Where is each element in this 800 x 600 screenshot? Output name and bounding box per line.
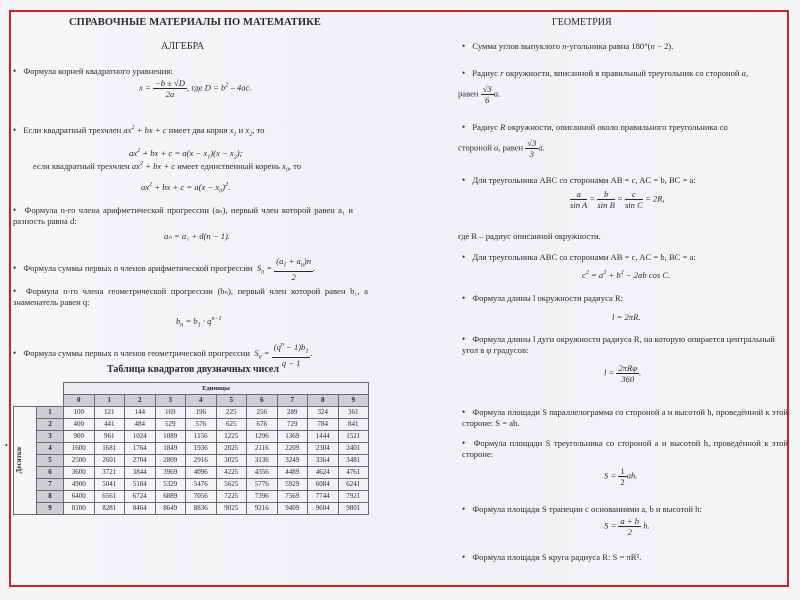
table-cell: 3025 [216, 455, 247, 467]
tens-row-header: 1 [37, 407, 64, 419]
table-cell: 576 [186, 419, 217, 431]
table-cell: 3249 [277, 455, 308, 467]
table-cell: 3721 [94, 467, 125, 479]
formula-factorization-two-roots: $ax^2$ + bx + $c = a(x - x_1)(x - x_2)$; [129, 147, 243, 161]
formula-arithmetic-nth: aₙ = a₁ + d(n − 1). [164, 231, 231, 241]
table-cell: 6400 [64, 491, 95, 503]
table-cell: 2809 [155, 455, 186, 467]
table-cell: 4356 [247, 467, 278, 479]
geometry-item-circumscribed-radius: • Радиус R окружности, описанной около правильного треугольника со [462, 122, 788, 133]
item-text: Формула длины l дуги окружности радиуса R, на которую опирается центральный угол в φ градусов: [462, 334, 775, 355]
table-cell: 5776 [247, 479, 278, 491]
table-cell: 2304 [308, 443, 339, 455]
algebra-item-geometric-nth [13, 286, 368, 308]
table-cell: 3600 [64, 467, 95, 479]
geometry-item-circumference [462, 293, 623, 304]
table-cell: 784 [308, 419, 339, 431]
table-cell: 3136 [247, 455, 278, 467]
table-cell: 4761 [338, 467, 369, 479]
algebra-item-geometric-sum: • Формула суммы первых n членов геометрической прогрессии $S_n$ = $\frac{(q^n - 1)b_1}{q - 1}$ . [13, 340, 313, 368]
table-cell: 169 [155, 407, 186, 419]
algebra-item-quadratic-roots [13, 66, 173, 77]
table-cell: 324 [308, 407, 339, 419]
table-cell: 256 [247, 407, 278, 419]
table-cell: 3969 [155, 467, 186, 479]
table-cell: 3481 [338, 455, 369, 467]
table-cell: 8464 [125, 503, 156, 515]
table-corner [14, 383, 64, 407]
algebra-heading: АЛГЕБРА [161, 41, 205, 52]
table-cell: 1296 [247, 431, 278, 443]
table-cell: 4225 [216, 467, 247, 479]
formula-quadratic-roots: x = $\frac{-b \pm √D}{2a}$ , где $D = b^2 - 4ac$. [139, 78, 252, 99]
table-cell: 5329 [155, 479, 186, 491]
table-row [14, 419, 369, 431]
units-col-header: 9 [338, 395, 369, 407]
tens-row-header: 5 [37, 455, 64, 467]
table-cell: 7569 [277, 491, 308, 503]
formula-arc-length: l = 2πRφ 360 . [604, 363, 642, 384]
table-cell: 6724 [125, 491, 156, 503]
algebra-item-single-root: если квадратный трехчлен $ax^2$ + bx + c имеет единственный корень $x_0$, то [33, 160, 302, 174]
squares-table-title: Таблица квадратов двузначных чисел [107, 364, 279, 375]
units-row [14, 395, 369, 407]
table-cell: 484 [125, 419, 156, 431]
table-cell: 1369 [277, 431, 308, 443]
geometry-item-law-of-cosines [462, 252, 696, 263]
table-cell: 6889 [155, 491, 186, 503]
table-cell: 6561 [94, 491, 125, 503]
table-cell: 1521 [338, 431, 369, 443]
table-row [14, 455, 369, 467]
table-cell: 2916 [186, 455, 217, 467]
units-col-header: 1 [94, 395, 125, 407]
table-row [14, 479, 369, 491]
table-cell: 1600 [64, 443, 95, 455]
table-cell: 5625 [216, 479, 247, 491]
table-cell: 9216 [247, 503, 278, 515]
item-text: Формула длины l окружности радиуса R: [472, 293, 624, 303]
table-row [14, 407, 369, 419]
table-cell: 8281 [94, 503, 125, 515]
table-cell: 7225 [216, 491, 247, 503]
table-cell: 1444 [308, 431, 339, 443]
table-cell: 625 [216, 419, 247, 431]
table-cell: 144 [125, 407, 156, 419]
table-cell: 4096 [186, 467, 217, 479]
tens-label: Десятки [15, 447, 23, 474]
geometry-item-triangle-area [462, 438, 788, 460]
table-cell: 1024 [125, 431, 156, 443]
formula-factorization-single-root: $ax^2$ + bx + $c = a(x - x_0)^2$. [141, 181, 231, 195]
table-cell: 361 [338, 407, 369, 419]
item-text: Формула площади S треугольника со стороной a и высотой h, проведённой к этой стороне: [462, 438, 788, 459]
algebra-item-arithmetic-sum: • Формула суммы первых n членов арифметической прогрессии $S_n$ = $\frac{(a_1 + a_n)n}{2}$ . [13, 256, 315, 282]
geometry-item-circle-area [462, 552, 641, 563]
table-cell: 4489 [277, 467, 308, 479]
table-row [14, 431, 369, 443]
units-col-header: 5 [216, 395, 247, 407]
item-text: Формула n-го члена геометрической прогрессии (bₙ), первый член которой равен b₁, а знаменатель равен q: [13, 286, 368, 307]
units-col-header: 7 [277, 395, 308, 407]
reference-sheet [5, 10, 789, 587]
geometry-circumscribed-radius-value: стороной a, равен $\frac{√3}{3}$ a. [458, 138, 545, 159]
table-cell: 5929 [277, 479, 308, 491]
tens-row-header: 7 [37, 479, 64, 491]
table-cell: 1225 [216, 431, 247, 443]
table-cell: 9409 [277, 503, 308, 515]
table-cell: 961 [94, 431, 125, 443]
units-col-header: 0 [64, 395, 95, 407]
tens-row-header: 6 [37, 467, 64, 479]
table-cell: 2704 [125, 455, 156, 467]
document-title: СПРАВОЧНЫЕ МАТЕРИАЛЫ ПО МАТЕМАТИКЕ [69, 17, 321, 28]
table-cell: 5041 [94, 479, 125, 491]
geometry-item-polygon-angles: • Сумма углов выпуклого n-угольника равна 180°(n − 2). [462, 41, 673, 52]
table-cell: 9801 [338, 503, 369, 515]
geometry-law-of-sines-note: где R – радиус описанной окружности. [458, 231, 601, 241]
table-cell: 2025 [216, 443, 247, 455]
table-cell: 1849 [155, 443, 186, 455]
table-cell: 196 [186, 407, 217, 419]
table-cell: 3364 [308, 455, 339, 467]
geometry-item-parallelogram-area [462, 407, 788, 429]
table-cell: 441 [94, 419, 125, 431]
geometry-item-inscribed-radius: • Радиус r окружности, вписанной в правильный треугольник со стороной a, [462, 68, 788, 79]
table-row [14, 443, 369, 455]
table-cell: 2401 [338, 443, 369, 455]
table-cell: 5184 [125, 479, 156, 491]
table-cell: 7744 [308, 491, 339, 503]
item-text: Формула n-го члена арифметической прогрессии (aₙ), первый член которой равен a₁ и разность равна d: [13, 205, 353, 226]
tens-row-header: 4 [37, 443, 64, 455]
formula-law-of-sines: $\frac{a}{\text{sin A}}$ = $\frac{b}{\text{sin B}}$ = $\frac{c}{\text{sin C}}$ = 2R, [570, 189, 665, 210]
tens-side-label [14, 407, 37, 515]
table-cell: 7921 [338, 491, 369, 503]
table-cell: 1089 [155, 431, 186, 443]
table-cell: 900 [64, 431, 95, 443]
table-cell: 9604 [308, 503, 339, 515]
algebra-item-factorization: • Если квадратный трехчлен $ax^2$ + bx + c имеет два корня $x_1$ и $x_2$, то [13, 123, 393, 141]
geometry-heading: ГЕОМЕТРИЯ [552, 17, 612, 28]
table-cell: 2116 [247, 443, 278, 455]
table-cell: 1681 [94, 443, 125, 455]
item-text: Формула площади S параллелограмма со стороной a и высотой h, проведённой к этой стороне: S = ah. [462, 407, 788, 428]
table-cell: 400 [64, 419, 95, 431]
item-text: Формула площади S трапеции с основаниями a, b и высотой h: [472, 504, 702, 514]
table-row [14, 503, 369, 515]
table-cell: 2209 [277, 443, 308, 455]
squares-body [14, 407, 369, 515]
table-cell: 4900 [64, 479, 95, 491]
table-cell: 529 [155, 419, 186, 431]
squares-table [13, 382, 369, 515]
table-cell: 2601 [94, 455, 125, 467]
table-cell: 8649 [155, 503, 186, 515]
item-text: Формула суммы первых n членов геометрической прогрессии [23, 347, 251, 358]
table-cell: 676 [247, 419, 278, 431]
units-col-header: 4 [186, 395, 217, 407]
units-col-header: 6 [247, 395, 278, 407]
table-cell: 1156 [186, 431, 217, 443]
item-text: Формула площади S круга радиуса R: S = πR². [472, 552, 642, 562]
item-text: Формула корней квадратного уравнения: [23, 66, 173, 76]
geometry-item-law-of-sines [462, 175, 696, 186]
table-cell: 841 [338, 419, 369, 431]
units-header: Единицы [64, 383, 369, 395]
table-cell: 2500 [64, 455, 95, 467]
table-cell: 7396 [247, 491, 278, 503]
table-cell: 729 [277, 419, 308, 431]
table-cell: 1764 [125, 443, 156, 455]
formula-trapezoid-area: S = $\frac{a + b}{2}$ h. [604, 516, 650, 537]
table-row [14, 467, 369, 479]
table-cell: 4624 [308, 467, 339, 479]
geometry-inscribed-radius-value: равен $\frac{√3}{6}$ a. [458, 84, 501, 105]
formula-circumference: l = 2πR. [612, 312, 641, 322]
item-text: Формула суммы первых n членов арифметической прогрессии [23, 262, 253, 273]
geometry-item-arc-length [462, 334, 788, 356]
table-cell: 5476 [186, 479, 217, 491]
item-text: Для треугольника ABC со сторонами AB = c, AC = b, BC = a: [472, 252, 696, 262]
stray-bullet: • [5, 441, 8, 450]
table-cell: 3844 [125, 467, 156, 479]
units-col-header: 8 [308, 395, 339, 407]
tens-row-header: 3 [37, 431, 64, 443]
table-cell: 7056 [186, 491, 217, 503]
table-cell: 8836 [186, 503, 217, 515]
table-cell: 8100 [64, 503, 95, 515]
table-row [14, 491, 369, 503]
table-cell: 121 [94, 407, 125, 419]
formula-geometric-nth: $b_n = b_1 \cdot q^{n-1}$ [176, 315, 222, 329]
formula-triangle-area: S = $\frac{1}{2}$ ah. [604, 466, 638, 487]
algebra-item-arithmetic-nth [13, 205, 353, 227]
table-cell: 225 [216, 407, 247, 419]
table-cell: 289 [277, 407, 308, 419]
units-col-header: 3 [155, 395, 186, 407]
units-col-header: 2 [125, 395, 156, 407]
geometry-item-trapezoid-area [462, 504, 702, 515]
table-cell: 6241 [338, 479, 369, 491]
table-cell: 9025 [216, 503, 247, 515]
tens-row-header: 8 [37, 491, 64, 503]
table-cell: 100 [64, 407, 95, 419]
table-cell: 1936 [186, 443, 217, 455]
table-cell: 6084 [308, 479, 339, 491]
tens-row-header: 9 [37, 503, 64, 515]
formula-law-of-cosines: $c^2 = a^2 + b^2 - 2ab$ cos C. [582, 269, 671, 280]
tens-row-header: 2 [37, 419, 64, 431]
item-text: Для треугольника ABC со сторонами AB = c, AC = b, BC = a: [472, 175, 696, 185]
